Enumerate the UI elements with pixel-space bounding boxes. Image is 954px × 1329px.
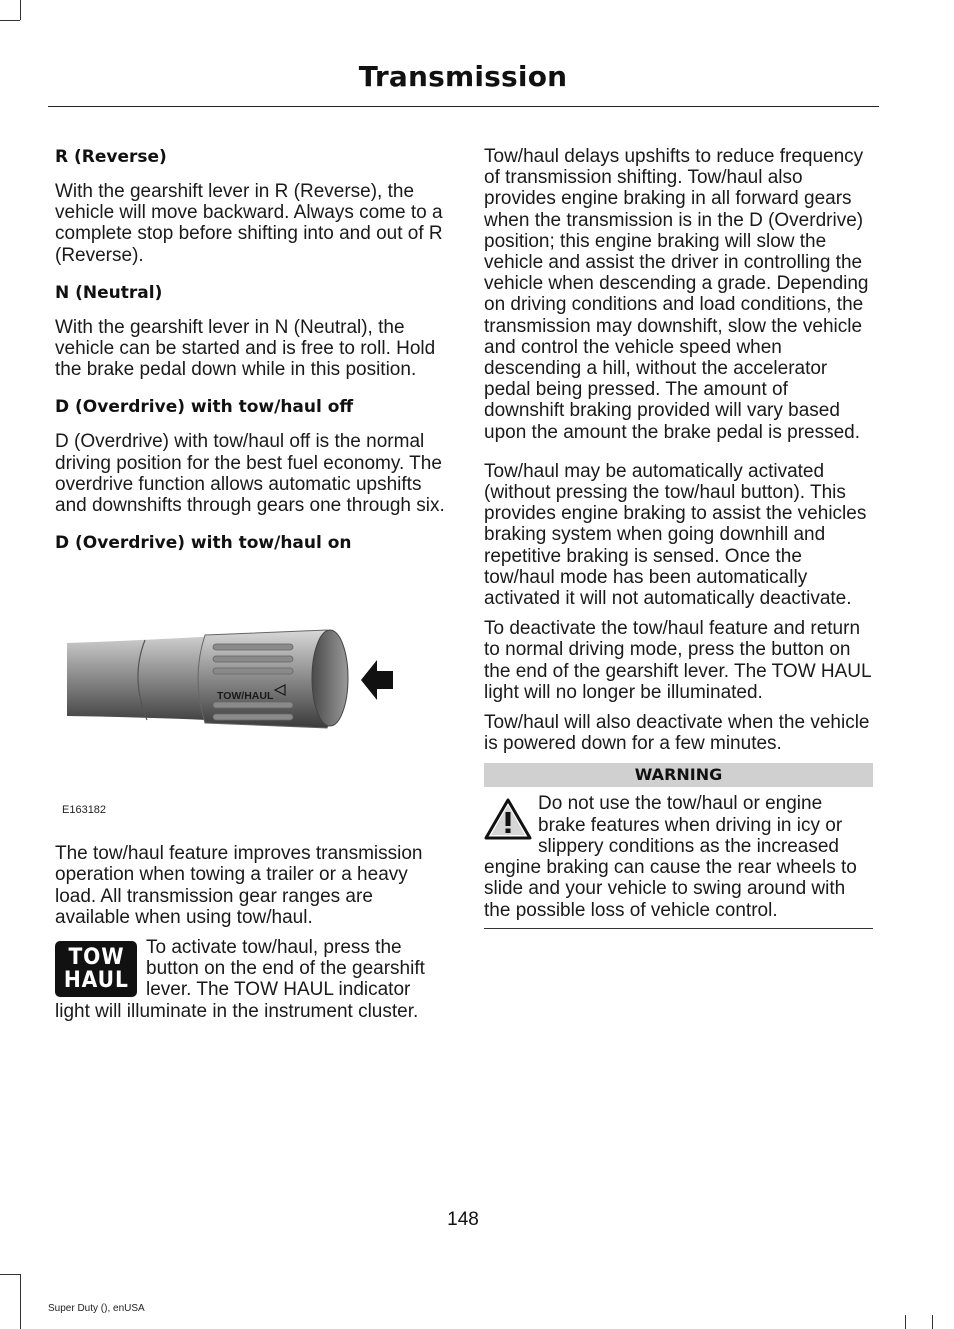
title-divider xyxy=(48,106,879,107)
gearshift-lever-figure xyxy=(55,568,445,818)
tow-haul-lever-label: TOW/HAUL xyxy=(217,690,274,703)
tow-haul-intro: The tow/haul feature improves transmission operation when towing a trailer or a heavy load. All transmission gear ranges are available when using tow/haul. xyxy=(55,843,423,928)
crop-mark xyxy=(0,1274,20,1275)
overdrive-off-heading: D (Overdrive) with tow/haul off xyxy=(55,397,354,418)
warning-title: WARNING xyxy=(484,763,873,787)
gearshift-lever-illustration xyxy=(55,568,445,808)
crop-mark xyxy=(905,1315,906,1329)
tow-haul-deactivate: To deactivate the tow/haul feature and return to normal driving mode, press the button on the end of the gearshift lever. The TOW HAUL light will no longer be illuminated. xyxy=(484,618,871,703)
crop-mark xyxy=(0,20,20,21)
footer-text: Super Duty (), enUSA xyxy=(48,1303,145,1314)
warning-divider xyxy=(484,928,873,929)
tow-haul-activate-block xyxy=(55,937,445,1022)
page-title: Transmission xyxy=(358,60,568,93)
crop-mark xyxy=(20,1274,21,1329)
warning-triangle-icon xyxy=(484,797,532,841)
page-number: 148 xyxy=(447,1209,479,1230)
neutral-text: With the gearshift lever in N (Neutral), the vehicle can be started and is free to roll. Hold the brake pedal down while in this position. xyxy=(55,316,436,381)
neutral-heading: N (Neutral) xyxy=(55,282,163,303)
right-column xyxy=(484,146,873,929)
left-column xyxy=(55,146,445,1022)
overdrive-off-text: D (Overdrive) with tow/haul off is the normal driving position for the best fuel economy. The overdrive function allows automatic upshifts and downshifts through gears one through six. xyxy=(55,431,445,517)
tow-haul-icon-line2: HAUL xyxy=(63,968,129,994)
warning-text: Do not use the tow/haul or engine brake features when driving in icy or slippery conditions as the increased engine braking can cause the rear wheels to slide and your vehicle to swing around with the possible loss of vehicle control. xyxy=(484,793,857,921)
tow-haul-icon-line1: TOW xyxy=(67,945,125,971)
crop-mark xyxy=(932,1315,933,1329)
arrow-left-icon xyxy=(361,660,393,700)
reverse-heading: R (Reverse) xyxy=(55,147,167,167)
crop-mark xyxy=(20,0,21,20)
tow-haul-power-down: Tow/haul will also deactivate when the vehicle is powered down for a few minutes. xyxy=(484,712,870,755)
reverse-text: With the gearshift lever in R (Reverse), the vehicle will move backward. Always come to a complete stop before shifting into and out of R (Reverse). xyxy=(55,181,443,266)
tow-haul-description: Tow/haul delays upshifts to reduce frequency of transmission shifting. Tow/haul also provides engine braking in all forward gears when the transmission is in the D (Overdrive) position; this engine braking will slow the vehicle and assist the driver in controlling the vehicle when descending a grade. Depending on driving conditions and load conditions, the transmission may downshift, slow the vehicle and control the vehicle speed when descending a hill, without the accelerator pedal being pressed. The amount of downshift braking provided will vary based upon the amount the brake pedal is pressed. xyxy=(484,146,869,443)
tow-haul-icon xyxy=(55,941,137,997)
warning-body xyxy=(484,793,873,920)
tow-haul-auto-activation: Tow/haul may be automatically activated (without pressing the tow/haul button). This provides engine braking to assist the vehicles braking system when going downhill and repetitive braking is sensed. Once the tow/haul mode has been automatically activated it will not automatically deactivate. xyxy=(484,460,867,610)
tow-haul-activate-text: To activate tow/haul, press the button on the end of the gearshift lever. The TOW HAUL indicator light will illuminate in the instrument cluster. xyxy=(55,937,425,1022)
figure-code: E163182 xyxy=(62,804,107,817)
overdrive-on-heading: D (Overdrive) with tow/haul on xyxy=(55,533,352,554)
